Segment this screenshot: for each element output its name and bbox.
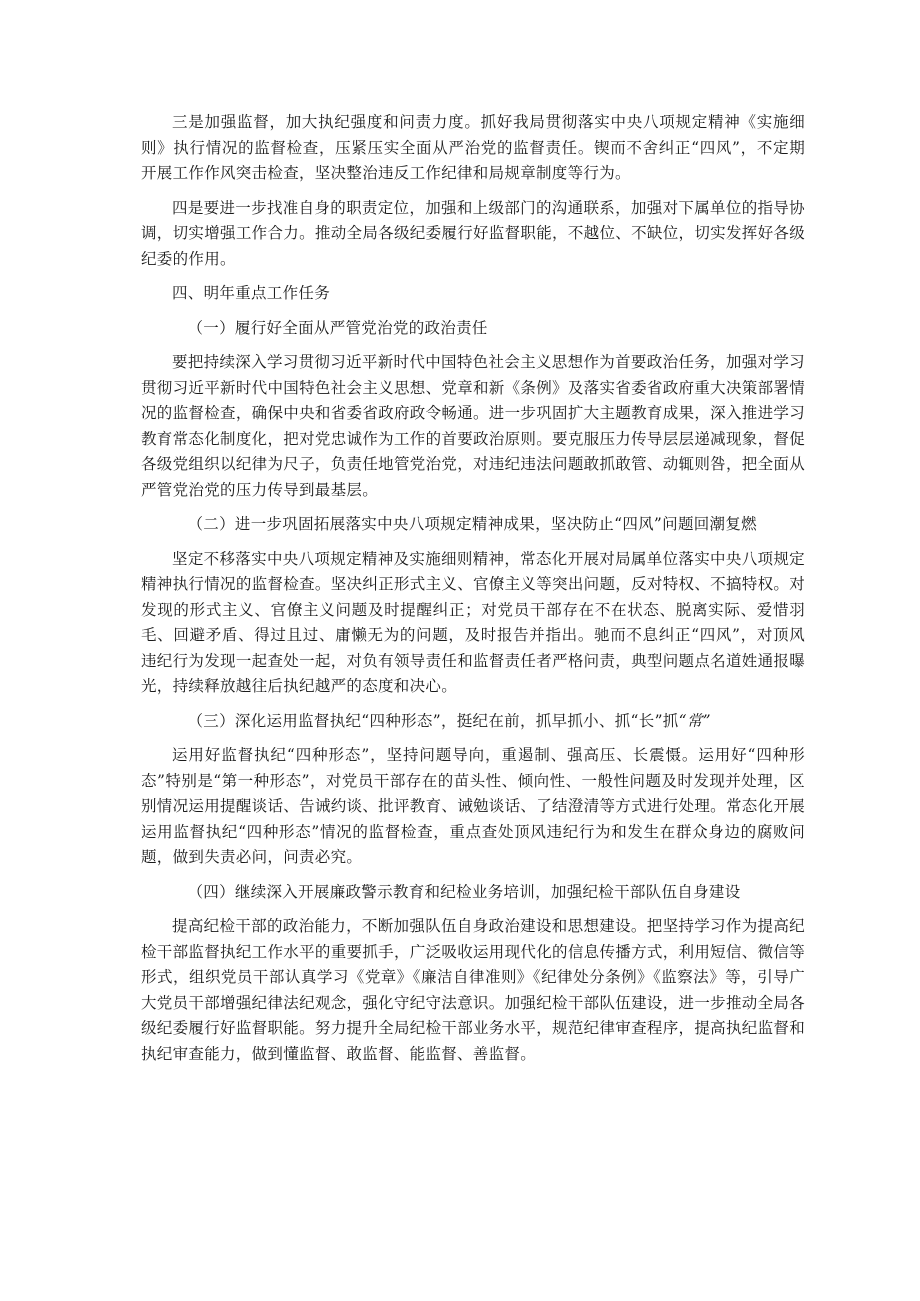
subheading-political-responsibility: （一）履行好全面从严管党治党的政治责任 <box>187 318 488 337</box>
subheading-training: （四）继续深入开展廉政警示教育和纪检业务培训，加强纪检干部队伍自身建设 <box>187 882 741 901</box>
paragraph-strengthen-supervision: 三是加强监督，加大执纪强度和问责力度。抓好我局贯彻落实中央八项规定精神《实施细则》执行情况的监督检查，压紧压实全面从严治党的监督责任。锲而不舍纠正“四风”，不定期开展工作作风突击检查，坚决整治违反工作纪律和局规章制度等行为。 <box>141 113 805 182</box>
paragraph-political-responsibility: 要把持续深入学习贯彻习近平新时代中国特色社会主义思想作为首要政治任务，加强对学习贯彻习近平新时代中国特色社会主义思想、党章和新《条例》及落实省委省政府重大决策部署情况的监督检查，确保中央和省委省政府政令畅通。进一步巩固扩大主题教育成果，深入推进学习教育常态化制度化，把对党忠诚作为工作的首要政治原则。要克服压力传导层层递减现象，督促各级党组织以纪律为尺子，负责任地管党治党，对违纪违法问题敢抓敢管、动辄则咎，把全面从严管党治党的压力传导到最基层。 <box>141 353 805 499</box>
subheading-four-forms-text: （三）深化运用监督执纪“四种形态”，挺纪在前，抓早抓小、抓“长”抓 <box>187 711 679 730</box>
subheading-eight-rules: （二）进一步巩固拓展落实中央八项规定精神成果，坚决防止“四风”问题回潮复燃 <box>187 515 757 533</box>
paragraph-training: 提高纪检干部的政治能力，不断加强队伍自身政治建设和思想建设。把坚持学习作为提高纪检干部监督执纪工作水平的重要抓手，广泛吸收运用现代化的信息传播方式，利用短信、微信等形式，组织党员干部认真学习《党章》《廉洁自律准则》《纪律处分条例》《监察法》等，引导广大党员干部增强纪律法纪观念，强化守纪守法意识。加强纪检干部队伍建设，进一步推动全局各级纪委履行好监督职能。努力提升全局纪检干部业务水平，规范纪律审查程序，提高执纪监督和执纪审查能力，做到懂监督、敢监督、能监督、善监督。 <box>141 917 805 1063</box>
subheading-four-forms <box>141 709 805 735</box>
paragraph-four-forms: 运用好监督执纪“四种形态”，坚持问题导向，重遏制、强高压、长震慑。运用好“四种形态”特别是“第一种形态”，对党员干部存在的苗头性、倾向性、一般性问题及时发现并处理，区别情况运用提醒谈话、告诫约谈、批评教育、诫勉谈话、了结澄清等方式进行处理。常态化开展运用监督执纪“四种形态”情况的监督检查，重点查处顶风违纪行为和发生在群众身边的腐败问题，做到失责必问，问责必究。 <box>141 746 805 866</box>
document-page <box>141 110 805 1076</box>
section-heading-next-year-tasks: 四、明年重点工作任务 <box>172 284 331 302</box>
paragraph-eight-rules: 坚定不移落实中央八项规定精神及实施细则精神，常态化开展对局属单位落实中央八项规定精神执行情况的监督检查。坚决纠正形式主义、官僚主义等突出问题，反对特权、不搞特权。对发现的形式主义、官僚主义问题及时提醒纠正；对党员干部存在不在状态、脱离实际、爱惜羽毛、回避矛盾、得过且过、庸懒无为的问题，及时报告并指出。驰而不息纠正“四风”，对顶风违纪行为发现一起查处一起，对负有领导责任和监督责任者严格问责，典型问题点名道姓通报曝光，持续释放越往后执纪越严的态度和决心。 <box>141 549 805 695</box>
subheading-four-forms-tail: “常” <box>678 711 711 730</box>
paragraph-position-definition: 四是要进一步找准自身的职责定位，加强和上级部门的沟通联系，加强对下属单位的指导协调，切实增强工作合力。推动全局各级纪委履行好监督职能，不越位、不缺位，切实发挥好各级纪委的作用。 <box>141 198 805 268</box>
